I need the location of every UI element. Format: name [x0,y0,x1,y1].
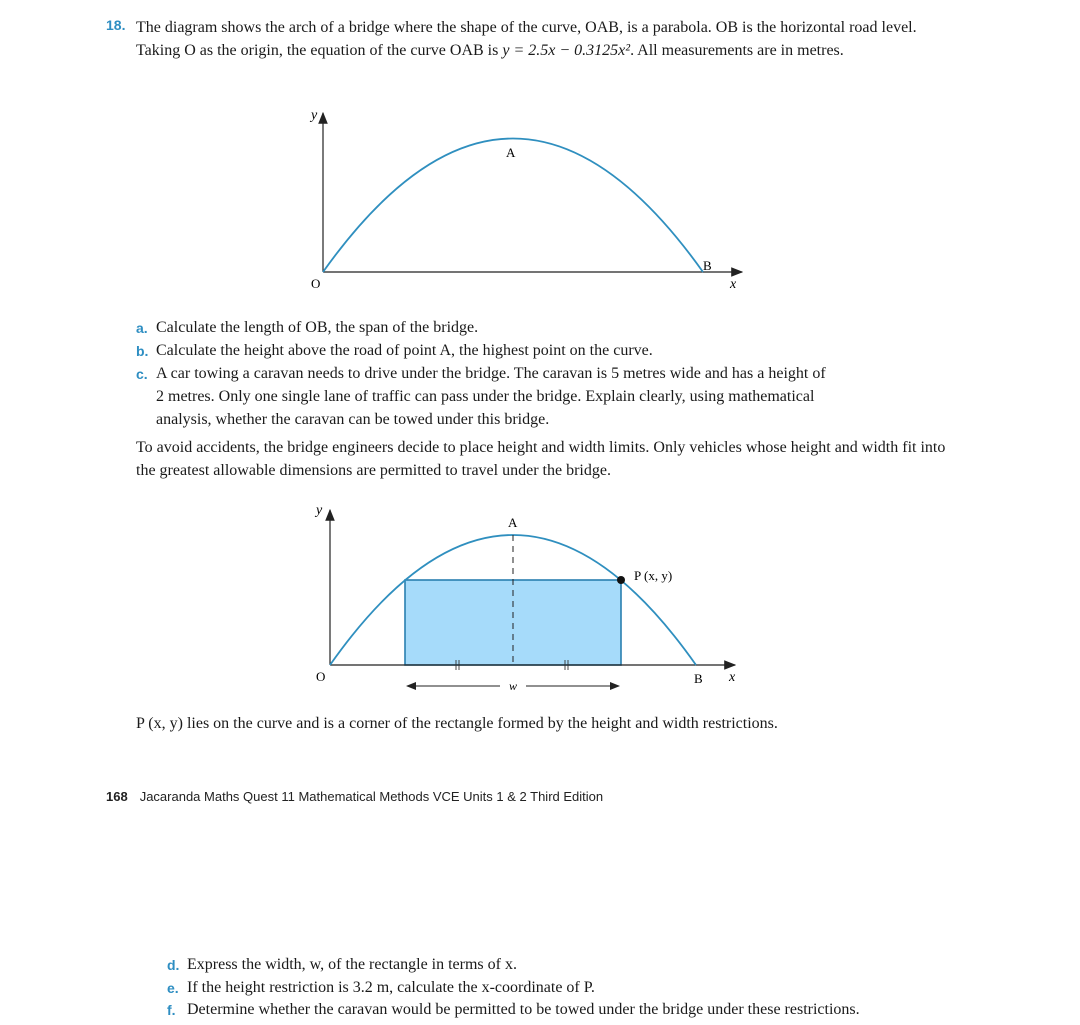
part-d-text: Express the width, w, of the rectangle in terms of x. [187,956,517,973]
part-a-text: Calculate the length of OB, the span of the bridge. [156,319,479,336]
x-axis-label: x [730,277,737,292]
book-title: Jacaranda Maths Quest 11 Mathematical Methods VCE Units 1 & 2 Third Edition [139,789,604,804]
part-e-text: If the height restriction is 3.2 m, calculate the x-coordinate of P. [187,979,595,996]
part-d-label: d. [167,957,180,973]
page-footer [106,789,603,804]
restriction-diagram [300,500,760,700]
part-a-label: a. [136,320,148,336]
page-number: 168 [106,789,128,804]
part-c-line1: A car towing a caravan needs to drive under the bridge. The caravan is 5 metres wide and has a height of [156,365,826,382]
restriction-intro: To avoid accidents, the bridge engineers decide to place height and width limits. Only vehicles whose height and width fit into the greatest allowable dimensions are permitted to travel under the bridge. [136,439,946,479]
part-f-text: Determine whether the caravan would be permitted to be towed under the bridge under these restrictions. [187,1001,860,1018]
origin-label: O [311,276,321,291]
y-axis-label-2: y [316,503,323,518]
part-f-label: f. [167,1002,176,1018]
question-text-part1: The diagram shows the arch of a bridge where the shape of the curve, OAB, is a parabola. OB is the horizontal road level. Taking O as the origin, the equation of the curve OAB is [136,19,917,59]
x-axis-label-2: x [729,670,736,685]
figure-caption: P (x, y) lies on the curve and is a corner of the rectangle formed by the height and width restrictions. [136,715,778,732]
point-p-marker [617,576,625,584]
origin-label-2: O [316,669,326,684]
part-b-label: b. [136,343,149,359]
end-point-label-2: B [694,671,703,686]
apex-label: A [506,145,516,160]
width-label: w [509,679,518,693]
part-b-text: Calculate the height above the road of point A, the highest point on the curve. [156,342,653,359]
y-axis-label: y [311,108,318,123]
part-c-line2: 2 metres. Only one single lane of traffic can pass under the bridge. Explain clearly, using mathematical [156,388,815,405]
curve-equation: y = 2.5x − 0.3125x² [502,42,631,59]
part-e-label: e. [167,980,179,996]
bridge-arch-diagram [300,100,760,300]
question-text-part2: . All measurements are in metres. [630,42,844,59]
part-c-label: c. [136,366,148,382]
point-p-label: P (x, y) [634,568,673,583]
end-point-label: B [703,258,712,273]
apex-label-2: A [508,515,518,530]
question-number: 18. [106,17,126,33]
part-c-line3: analysis, whether the caravan can be towed under this bridge. [156,411,550,428]
question-text [136,16,936,62]
